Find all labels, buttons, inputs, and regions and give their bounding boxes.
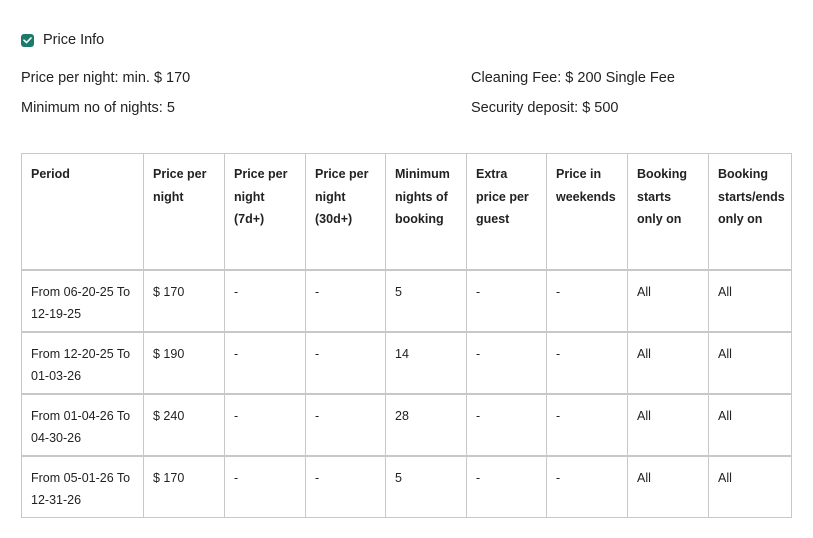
security-deposit-label: Security deposit: (471, 100, 579, 116)
cleaning-fee-label: Cleaning Fee: (471, 70, 562, 86)
cell-min-nights: 5 (386, 456, 467, 518)
cell-price-per-night: $ 190 (144, 332, 225, 394)
cell-weekend-price: - (547, 270, 628, 332)
cell-extra-guest: - (467, 332, 547, 394)
checkbox-checked-icon[interactable] (21, 34, 34, 47)
table-row (22, 456, 792, 518)
cell-price-30d: - (306, 394, 386, 456)
cell-min-nights: 28 (386, 394, 467, 456)
section-title: Price Info (43, 32, 105, 48)
price-per-night-info (21, 70, 190, 86)
cell-min-nights: 14 (386, 332, 467, 394)
header-price-7d: Price per night (7d+) (225, 154, 306, 270)
table-row (22, 332, 792, 394)
cell-price-7d: - (225, 394, 306, 456)
min-nights-label: Minimum no of nights: (21, 100, 163, 116)
cleaning-fee-info (471, 70, 675, 86)
header-booking-starts: Booking starts only on (628, 154, 709, 270)
cell-period: From 12-20-25 To 01-03-26 (22, 332, 144, 394)
min-nights-info (21, 100, 175, 116)
cell-weekend-price: - (547, 394, 628, 456)
price-per-night-value: min. $ 170 (122, 70, 191, 86)
cell-booking-starts-ends: All (709, 270, 792, 332)
security-deposit-info (471, 100, 619, 116)
cell-weekend-price: - (547, 456, 628, 518)
cell-booking-starts-ends: All (709, 394, 792, 456)
cell-price-per-night: $ 170 (144, 270, 225, 332)
price-table (21, 153, 792, 518)
header-extra-guest: Extra price per guest (467, 154, 547, 270)
cleaning-fee-value: $ 200 Single Fee (565, 70, 675, 86)
table-row (22, 394, 792, 456)
cell-price-7d: - (225, 456, 306, 518)
cell-extra-guest: - (467, 456, 547, 518)
cell-weekend-price: - (547, 332, 628, 394)
table-row (22, 270, 792, 332)
header-weekend-price: Price in weekends (547, 154, 628, 270)
cell-booking-starts: All (628, 394, 709, 456)
cell-price-7d: - (225, 270, 306, 332)
cell-price-7d: - (225, 332, 306, 394)
cell-price-per-night: $ 240 (144, 394, 225, 456)
header-booking-starts-ends: Booking starts/ends only on (709, 154, 792, 270)
cell-period: From 05-01-26 To 12-31-26 (22, 456, 144, 518)
cell-booking-starts-ends: All (709, 456, 792, 518)
price-per-night-label: Price per night: (21, 70, 119, 86)
cell-extra-guest: - (467, 394, 547, 456)
security-deposit-value: $ 500 (582, 100, 619, 116)
min-nights-value: 5 (166, 100, 175, 116)
cell-booking-starts: All (628, 456, 709, 518)
header-min-nights: Minimum nights of booking (386, 154, 467, 270)
cell-booking-starts: All (628, 332, 709, 394)
header-price-per-night: Price per night (144, 154, 225, 270)
header-period: Period (22, 154, 144, 270)
cell-booking-starts: All (628, 270, 709, 332)
cell-price-30d: - (306, 270, 386, 332)
cell-booking-starts-ends: All (709, 332, 792, 394)
header-price-30d: Price per night (30d+) (306, 154, 386, 270)
table-header-row (22, 154, 792, 270)
cell-price-30d: - (306, 456, 386, 518)
cell-price-30d: - (306, 332, 386, 394)
cell-extra-guest: - (467, 270, 547, 332)
cell-period: From 01-04-26 To 04-30-26 (22, 394, 144, 456)
cell-min-nights: 5 (386, 270, 467, 332)
price-info-header[interactable] (21, 32, 104, 48)
cell-period: From 06-20-25 To 12-19-25 (22, 270, 144, 332)
cell-price-per-night: $ 170 (144, 456, 225, 518)
